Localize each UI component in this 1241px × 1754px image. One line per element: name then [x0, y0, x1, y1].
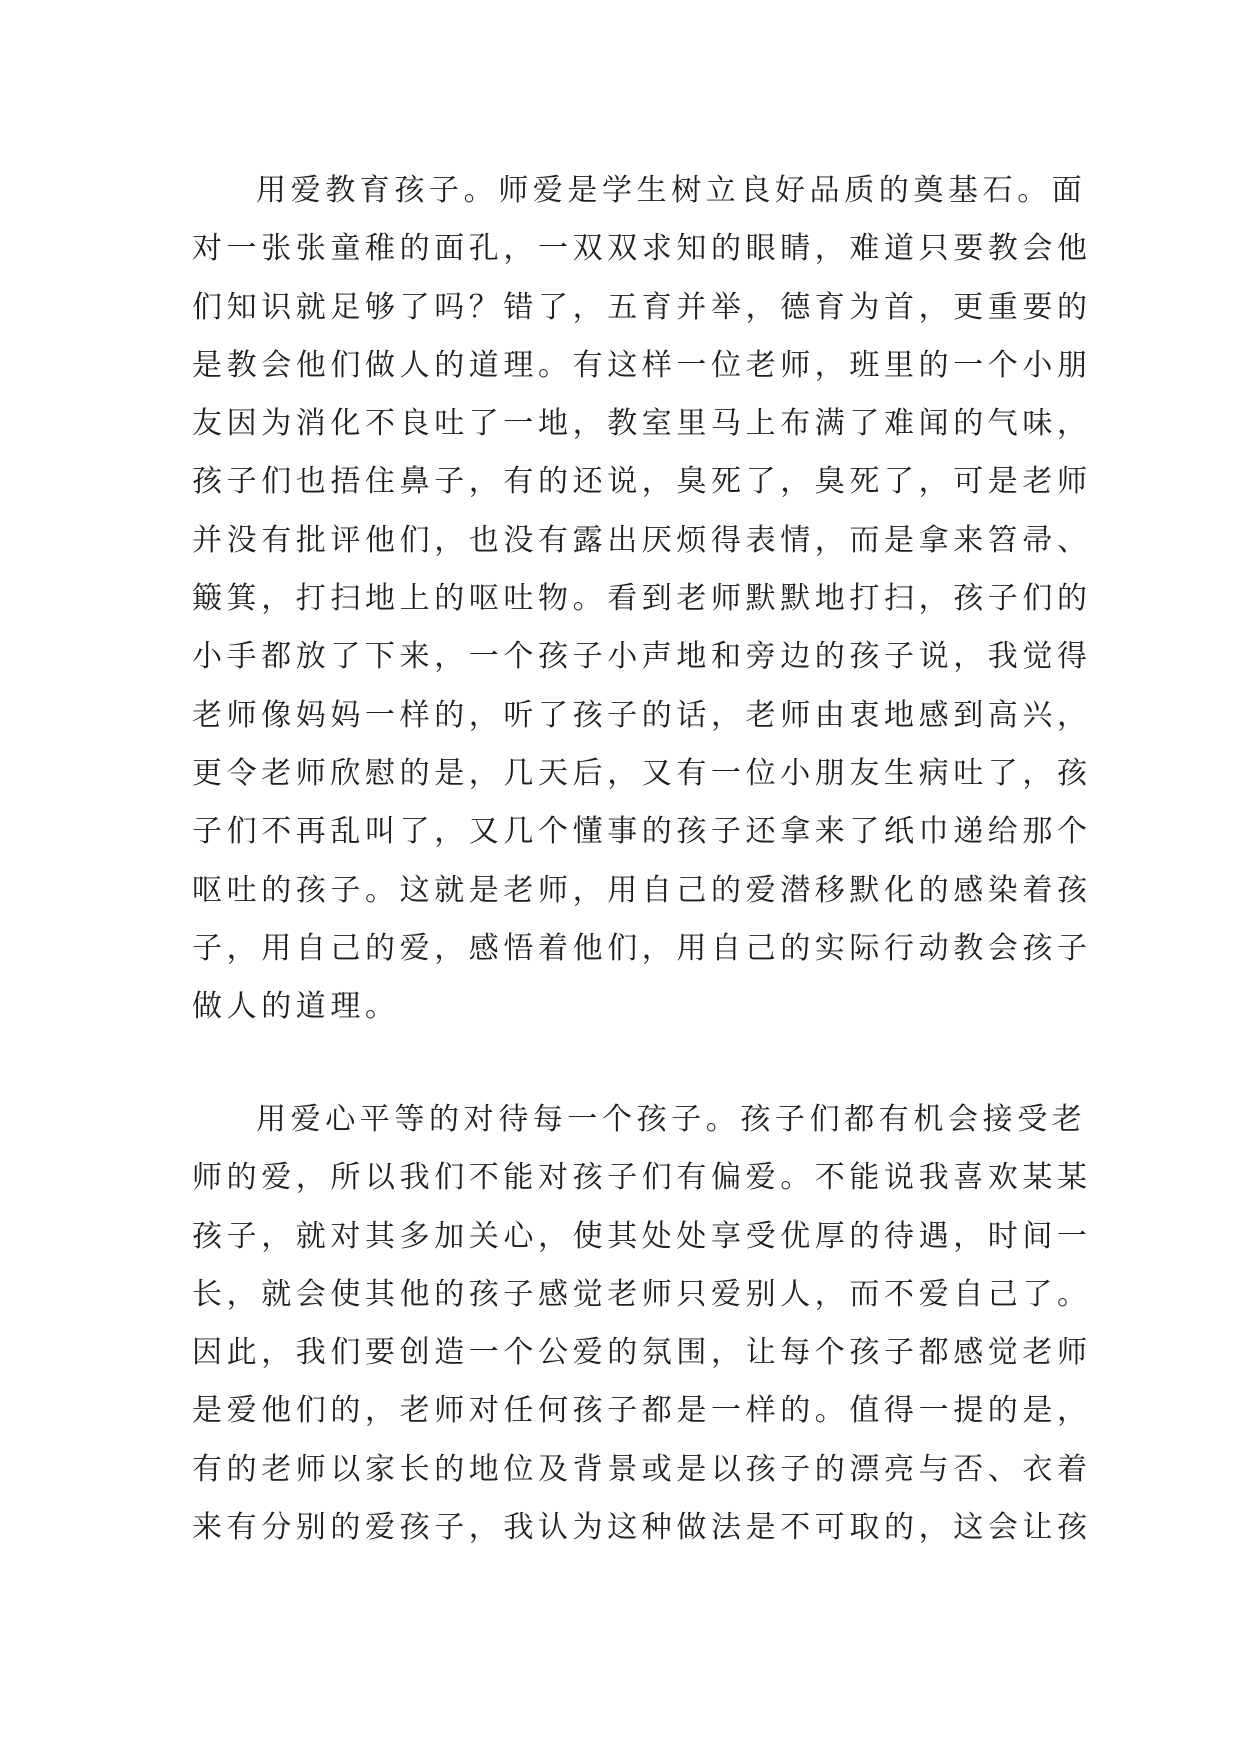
text-line: 呕吐的孩子。这就是老师，用自己的爱潜移默化的感染着孩 — [192, 872, 1092, 908]
text-line: 子们不再乱叫了，又几个懂事的孩子还拿来了纸巾递给那个 — [192, 814, 1092, 850]
text-line: 对一张张童稚的面孔，一双双求知的眼睛，难道只要教会他 — [192, 231, 1092, 267]
text-line: 师的爱，所以我们不能对孩子们有偏爱。不能说我喜欢某某 — [192, 1160, 1092, 1196]
text-line: 簸箕，打扫地上的呕吐物。看到老师默默地打扫，孩子们的 — [192, 581, 1092, 617]
text-line: 用爱教育孩子。师爱是学生树立良好品质的奠基石。面 — [256, 173, 1087, 208]
text-line: 们知识就足够了吗？错了，五育并举，德育为首，更重要的 — [192, 289, 1092, 325]
text-line: 孩子，就对其多加关心，使其处处享受优厚的待遇，时间一 — [192, 1218, 1092, 1254]
text-line: 有的老师以家长的地位及背景或是以孩子的漂亮与否、衣着 — [192, 1451, 1092, 1487]
text-line: 因此，我们要创造一个公爱的氛围，让每个孩子都感觉老师 — [192, 1335, 1092, 1371]
text-line: 长，就会使其他的孩子感觉老师只爱别人，而不爱自己了。 — [192, 1276, 1092, 1312]
paragraph-equal-love — [192, 1091, 1092, 1557]
text-line: 老师像妈妈一样的，听了孩子的话，老师由衷地感到高兴， — [192, 697, 1092, 733]
text-line: 是教会他们做人的道理。有这样一位老师，班里的一个小朋 — [192, 347, 1092, 383]
text-line: 并没有批评他们，也没有露出厌烦得表情，而是拿来笤帚、 — [192, 522, 1092, 558]
text-line: 做人的道理。 — [192, 989, 400, 1025]
text-line: 用爱心平等的对待每一个孩子。孩子们都有机会接受老 — [256, 1102, 1087, 1137]
text-line: 孩子们也捂住鼻子，有的还说，臭死了，臭死了，可是老师 — [192, 464, 1092, 500]
paragraph-love-education — [192, 162, 1092, 1036]
text-line: 更令老师欣慰的是，几天后，又有一位小朋友生病吐了，孩 — [192, 755, 1092, 791]
text-line: 小手都放了下来，一个孩子小声地和旁边的孩子说，我觉得 — [192, 639, 1092, 675]
text-line: 子，用自己的爱，感悟着他们，用自己的实际行动教会孩子 — [192, 930, 1092, 966]
text-line: 是爱他们的，老师对任何孩子都是一样的。值得一提的是， — [192, 1393, 1092, 1429]
text-line: 友因为消化不良吐了一地，教室里马上布满了难闻的气味， — [192, 406, 1092, 442]
text-line: 来有分别的爱孩子，我认为这种做法是不可取的，这会让孩 — [192, 1510, 1092, 1546]
